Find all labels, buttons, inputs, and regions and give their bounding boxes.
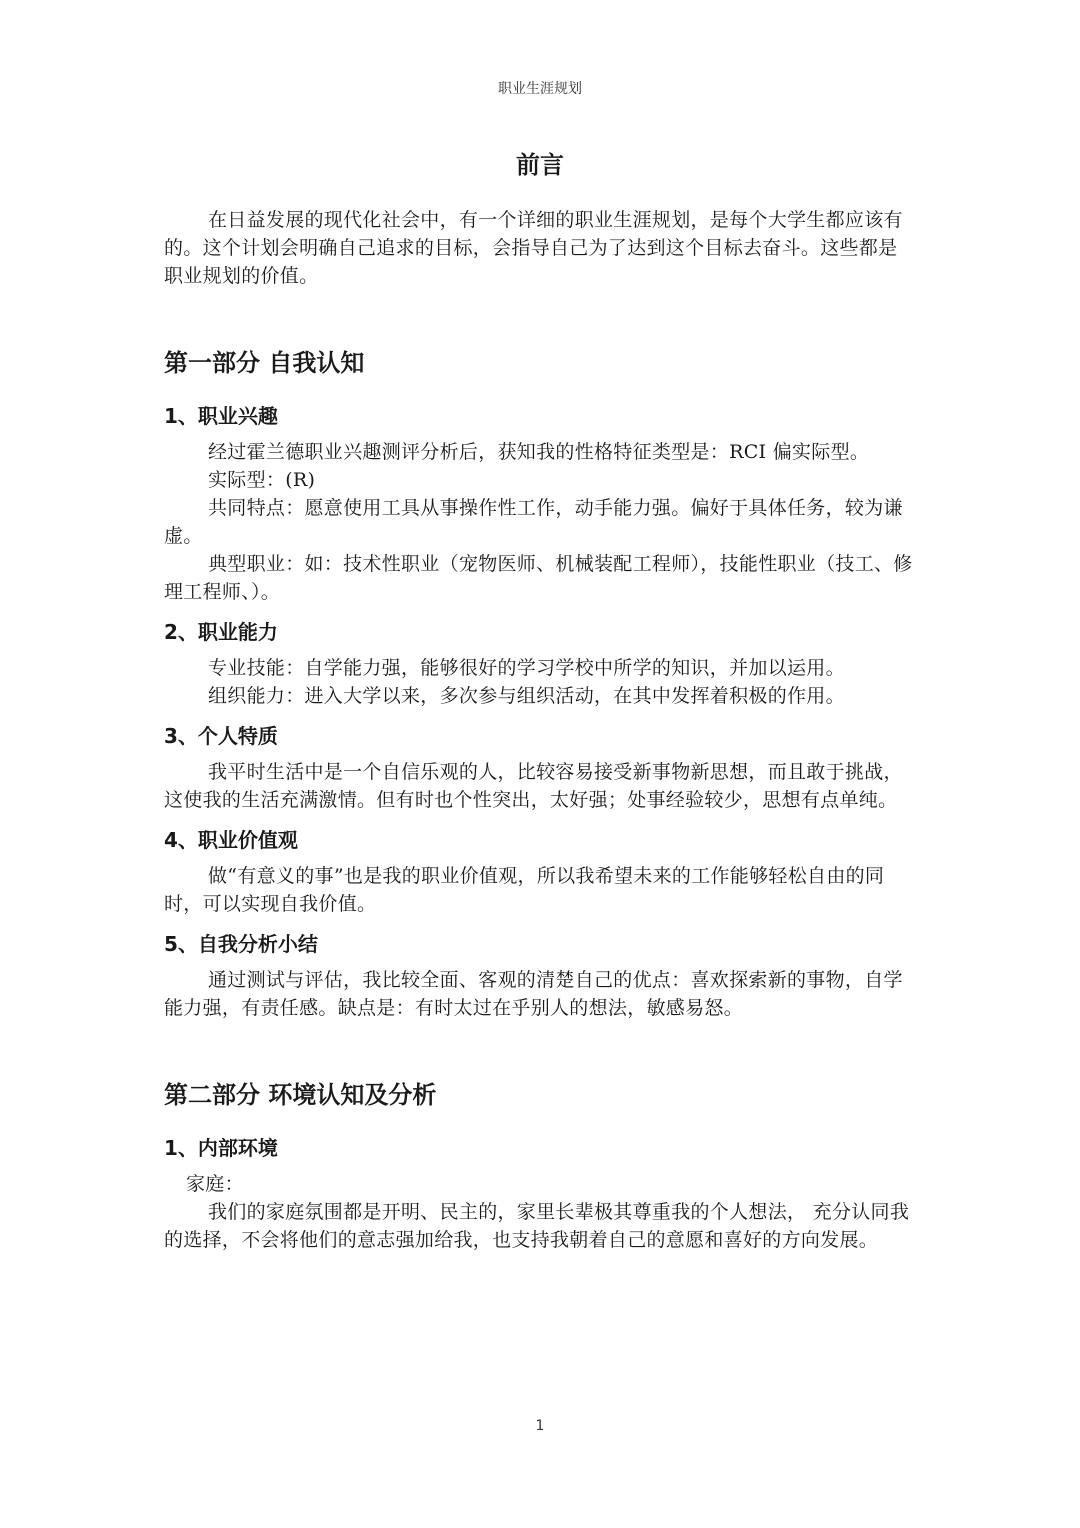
section-heading: 1、内部环境 bbox=[164, 1136, 278, 1160]
paragraph: 实际型：(R) bbox=[208, 469, 316, 491]
part1-title: 第一部分 自我认知 bbox=[164, 348, 365, 377]
paragraph: 专业技能：自学能力强，能够很好的学习学校中所学的知识，并加以运用。 bbox=[208, 657, 845, 679]
page-number: 1 bbox=[535, 1418, 545, 1434]
section-heading: 4、职业价值观 bbox=[164, 828, 298, 852]
document-body bbox=[164, 148, 916, 1254]
part2-title: 第二部分 环境认知及分析 bbox=[164, 1080, 437, 1109]
paragraph: 通过测试与评估，我比较全面、客观的清楚自己的优点：喜欢探索新的事物，自学能力强，有责任感。缺点是：有时太过在乎别人的想法，敏感易怒。 bbox=[164, 969, 903, 1019]
preface-title: 前言 bbox=[516, 150, 564, 179]
paragraph: 我平时生活中是一个自信乐观的人，比较容易接受新事物新思想，而且敢于挑战，这使我的生活充满激情。但有时也个性突出，太好强；处事经验较少，思想有点单纯。 bbox=[164, 761, 903, 811]
page-header: 职业生涯规划 bbox=[498, 81, 582, 97]
paragraph: 我们的家庭氛围都是开明、民主的，家里长辈极其尊重我的个人想法， 充分认同我的选择，不会将他们的意志强加给我，也支持我朝着自己的意愿和喜好的方向发展。 bbox=[164, 1201, 910, 1251]
paragraph: 家庭： bbox=[186, 1173, 244, 1195]
preface-paragraph: 在日益发展的现代化社会中，有一个详细的职业生涯规划，是每个大学生都应该有的。这个计划会明确自己追求的目标，会指导自己为了达到这个目标去奋斗。这些都是职业规划的价值。 bbox=[164, 209, 903, 287]
paragraph: 经过霍兰德职业兴趣测评分析后，获知我的性格特征类型是：RCI 偏实际型。 bbox=[208, 441, 870, 463]
section-heading: 3、个人特质 bbox=[164, 724, 278, 748]
section-heading: 5、自我分析小结 bbox=[164, 932, 318, 956]
paragraph: 组织能力：进入大学以来，多次参与组织活动，在其中发挥着积极的作用。 bbox=[208, 685, 845, 707]
paragraph: 共同特点：愿意使用工具从事操作性工作，动手能力强。偏好于具体任务，较为谦虚。 bbox=[164, 497, 903, 547]
paragraph: 典型职业：如：技术性职业（宠物医师、机械装配工程师），技能性职业（技工、修理工程师、）。 bbox=[164, 553, 913, 603]
section-heading: 1、职业兴趣 bbox=[164, 404, 278, 428]
paragraph: 做“有意义的事”也是我的职业价值观，所以我希望未来的工作能够轻松自由的同时，可以实现自我价值。 bbox=[164, 865, 885, 915]
section-heading: 2、职业能力 bbox=[164, 620, 278, 644]
